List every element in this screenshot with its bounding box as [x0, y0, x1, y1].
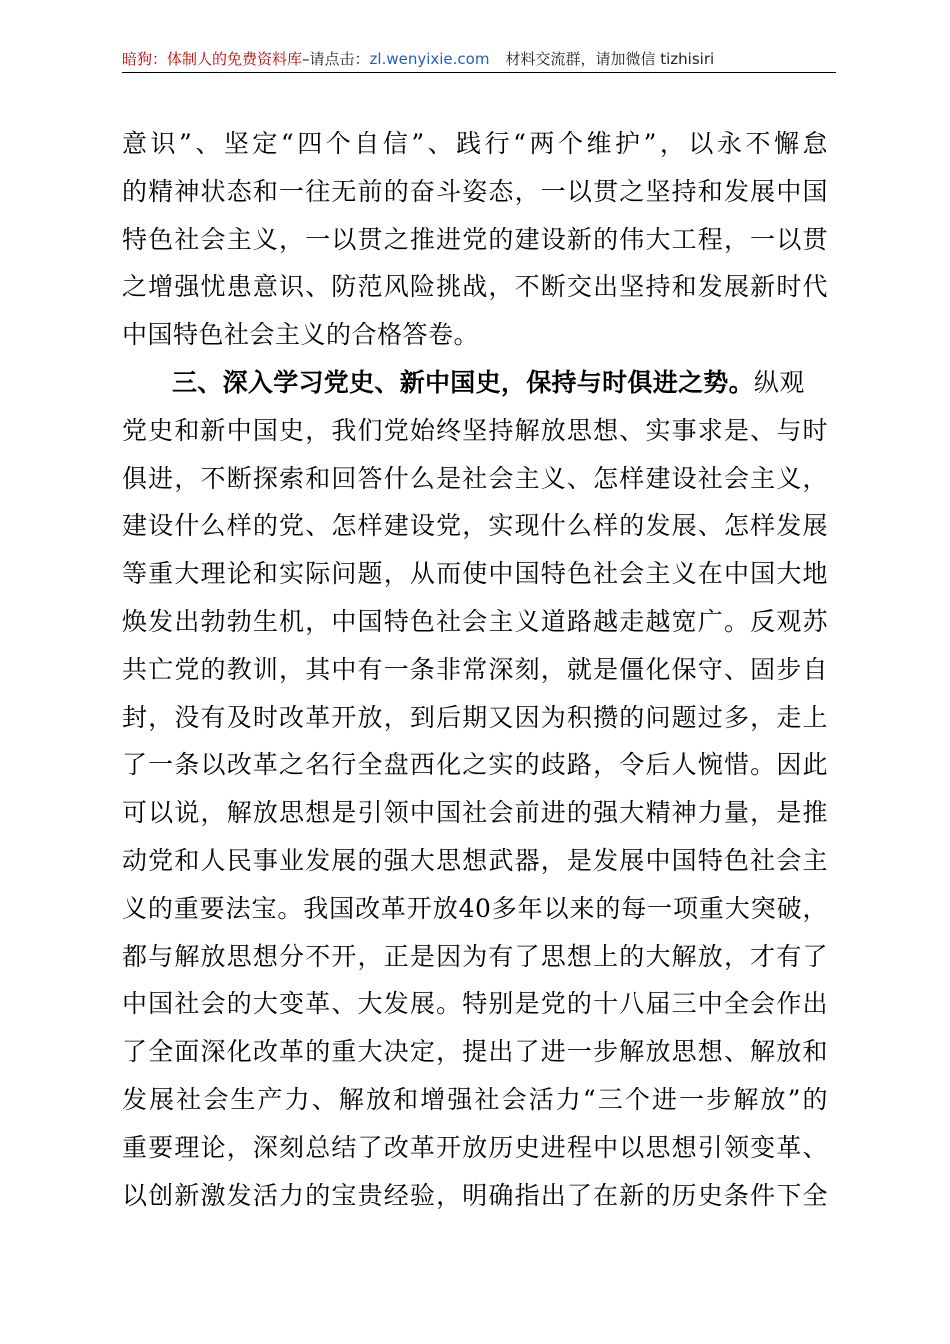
text-line: 都与解放思想分不开，正是因为有了思想上的大解放，才有了 — [122, 941, 828, 971]
text-line: 了全面深化改革的重大决定，提出了进一步解放思想、解放和 — [122, 1037, 828, 1067]
text-line: 动党和人民事业发展的强大思想武器，是发展中国特色社会主 — [122, 845, 828, 875]
text-line: 俱进，不断探索和回答什么是社会主义、怎样建设社会主义， — [122, 463, 828, 493]
text-line: 之增强忧患意识、防范风险挑战，不断交出坚持和发展新时代 — [122, 272, 828, 302]
paragraph-1 — [122, 120, 828, 359]
text-line: 等重大理论和实际问题，从而使中国特色社会主义在中国大地 — [122, 559, 828, 589]
text-line: 重要理论，深刻总结了改革开放历史进程中以思想引领变革、 — [122, 1132, 828, 1162]
page-header — [122, 46, 836, 72]
text-line: 义的重要法宝。我国改革开放40多年以来的每一项重大突破， — [122, 893, 828, 923]
text-line: 中国特色社会主义的合格答卷。 — [122, 320, 480, 350]
text-line: 中国社会的大变革、大发展。特别是党的十八届三中全会作出 — [122, 989, 828, 1019]
heading-line-rest: 纵观 — [753, 367, 805, 397]
text-line: 意识”、坚定“四个自信”、践行“两个维护”，以永不懈怠 — [122, 129, 828, 158]
text-line: 以创新激发活力的宝贵经验，明确指出了在新的历史条件下全 — [122, 1180, 828, 1210]
text-line: 了一条以改革之名行全盘西化之实的歧路，令后人惋惜。因此 — [122, 750, 828, 780]
header-url-link[interactable]: zl.wenyixie.com — [369, 50, 490, 68]
header-prompt: –请点击： — [302, 50, 370, 68]
header-site-title: 暗狗：体制人的免费资料库 — [122, 50, 303, 68]
text-line: 的精神状态和一往无前的奋斗姿态，一以贯之坚持和发展中国 — [122, 176, 828, 206]
text-line: 党史和新中国史，我们党始终坚持解放思想、实事求是、与时 — [122, 415, 828, 445]
text-line: 共亡党的教训，其中有一条非常深刻，就是僵化保守、固步自 — [122, 654, 828, 684]
header-divider — [122, 72, 836, 73]
text-line: 可以说，解放思想是引领中国社会前进的强大精神力量，是推 — [122, 798, 828, 828]
text-line: 特色社会主义，一以贯之推进党的建设新的伟大工程，一以贯 — [122, 224, 828, 254]
section-heading-line — [122, 359, 828, 407]
header-group-note: 材料交流群，请加微信 tizhisiri — [505, 50, 715, 68]
text-line: 焕发出勃勃生机，中国特色社会主义道路越走越宽广。反观苏 — [122, 606, 828, 636]
text-line: 发展社会生产力、解放和增强社会活力“三个进一步解放”的 — [122, 1084, 828, 1114]
text-line: 建设什么样的党、怎样建设党，实现什么样的发展、怎样发展 — [122, 511, 828, 541]
paragraph-2 — [122, 359, 828, 1219]
section-heading: 三、深入学习党史、新中国史，保持与时俱进之势。 — [172, 367, 754, 397]
document-body — [122, 120, 828, 1219]
text-line: 封，没有及时改革开放，到后期又因为积攒的问题过多，走上 — [122, 702, 828, 732]
